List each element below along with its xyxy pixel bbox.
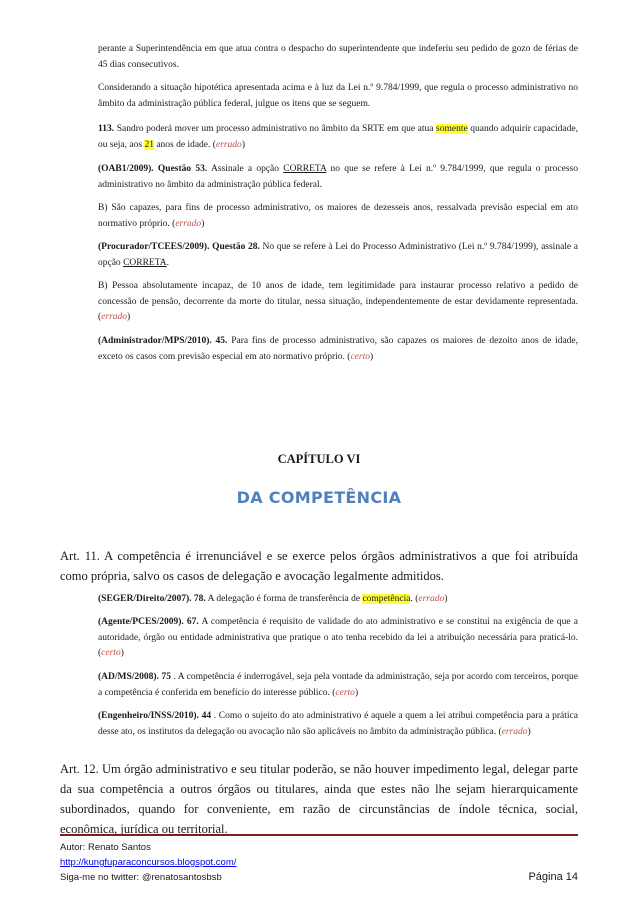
question-text: no que se refere à Lei n.º 9.784/1999, que regula o processo administrativo no âmbito da administração pública federal. [98,164,578,190]
option-text: B) São capazes, para fins de processo administrativo, os maiores de dezesseis anos, ressalvada previsão especial em ato normativo próprio. ( [98,203,578,229]
question-text: ) [444,594,448,604]
option-b-tcees [98,279,578,326]
paragraph-intro [98,81,578,112]
article-text: Art. 12. Um órgão administrativo e seu titular poderão, se não houver impedimento legal, delegar parte da sua competência a outros órgãos ou titulares, ainda que estes não lhe sejam hierarquicamente subordinados, quando for conveniente, em razão de circunstâncias de índole técnica, social, econômica, jurídica ou territorial. [60,762,578,836]
option-b-oab [98,201,578,232]
question-text: quando adquirir capacidade, ou seja, aos [98,124,578,150]
question-ms [98,670,578,701]
question-text: Sandro poderá mover um processo administrativo no âmbito da SRTE em que atua [116,124,437,134]
question-text: ) [527,726,531,737]
option-text: ) [127,312,131,322]
chapter-title: CAPÍTULO VI [277,452,361,466]
question-text: . Como o sujeito do ato administrativo é aquele a quem a lei atribui competência para a prática desse ato, os institutos da delegação ou avocação não são aplicáveis no âmbito da administração pública. ( [98,711,578,737]
footer-divider [60,834,578,836]
answer-status: certo [335,687,355,698]
article-text: Art. 11. A competência é irrenunciável e se exerce pelos órgãos administrativos a que foi atribuída como própria, salvo os casos de delegação e avocação legalmente admitidos. [60,549,578,583]
answer-status: errado [215,139,242,150]
question-text: . A competência é inderrogável, seja pela vontade da administração, seja por acordo com terceiros, porque a competência é conferida em benefício do interesse público. ( [98,672,579,698]
question-oab [98,162,578,193]
question-text: No que se refere à Lei do Processo Administrativo (Lei n.º 9.784/1999), assinale a opção [98,242,578,268]
answer-status: errado [501,726,528,737]
article-11 [60,546,578,586]
question-source: (Administrador/MPS/2010). 45. [98,336,228,346]
question-source: (Procurador/TCEES/2009). Questão 28. [98,242,260,252]
question-pces [98,615,578,662]
option-text: B) Pessoa absolutamente incapaz, de 10 anos de idade, tem legitimidade para instaurar processo relativo a pedido de concessão de pensão, decorrente da morte do titular, nessa situação, independentemente de estar devidamente representada. ( [98,281,578,322]
paragraph-text: perante a Superintendência em que atua contra o despacho do superintendente que indeferiu seu pedido de gozo de férias de 45 dias consecutivos. [98,44,578,70]
question-text: Para fins de processo administrativo, são capazes os maiores de dezoito anos de idade, exceto os casos com previsão especial em ato normativo próprio. ( [98,336,579,362]
question-source: (Engenheiro/INSS/2010). 44 [98,711,212,721]
answer-status: certo [101,648,121,658]
question-seger [98,592,578,608]
answer-status: errado [175,218,202,229]
question-text: ) [370,351,374,362]
question-source: (SEGER/Direito/2007). 78. [98,594,206,604]
underlined-word: CORRETA [283,164,327,174]
highlighted-word: competência [362,594,411,604]
question-text: . ( [410,594,419,604]
question-text: A delegação é forma de transferência de [207,594,363,604]
question-source: (Agente/PCES/2009). 67. [98,617,199,627]
answer-status: errado [101,312,128,322]
answer-status: certo [350,351,370,362]
page-footer [60,840,578,885]
highlighted-word: somente [436,124,468,134]
footer-twitter: Siga-me no twitter: @renatosantosbsb [60,872,222,883]
question-source: (OAB1/2009). Questão 53. [98,164,208,174]
question-text: anos de idade. ( [153,139,216,150]
paragraph-continuation [98,42,578,73]
paragraph-text: Considerando a situação hipotética apresentada acima e à luz da Lei n.º 9.784/1999, que regula o processo administrativo no âmbito da administração pública federal, julgue os itens que se seguem. [98,83,578,109]
article-12 [60,759,578,839]
question-113 [98,122,578,153]
question-text: A competência é requisito de validade do ato administrativo e se constitui na exigência de que a autoridade, órgão ou entidade administrativa que pratique o ato tenha recebido da lei a atribuição necessária para praticá-lo. ( [98,617,578,658]
footer-author: Autor: Renato Santos [60,842,151,853]
highlighted-number: 21 [144,139,154,150]
underlined-word: CORRETA [123,257,167,268]
question-text: Assinale a opção [210,164,284,174]
blog-link[interactable]: http://kungfuparaconcursos.blogspot.com/ [60,857,237,868]
option-text: ) [201,218,205,229]
question-source: (AD/MS/2008). 75 [98,672,171,682]
answer-status: errado [418,594,445,604]
page-number: Página 14 [528,871,578,883]
question-number: 113. [98,124,115,134]
section-heading: DA COMPETÊNCIA [236,488,402,507]
question-mps [98,334,578,365]
question-text: ) [354,687,359,698]
question-inss [98,709,578,740]
question-text: ) [241,139,245,150]
question-text: ) [120,648,124,658]
question-text: . [166,257,170,268]
question-tcees [98,240,578,271]
